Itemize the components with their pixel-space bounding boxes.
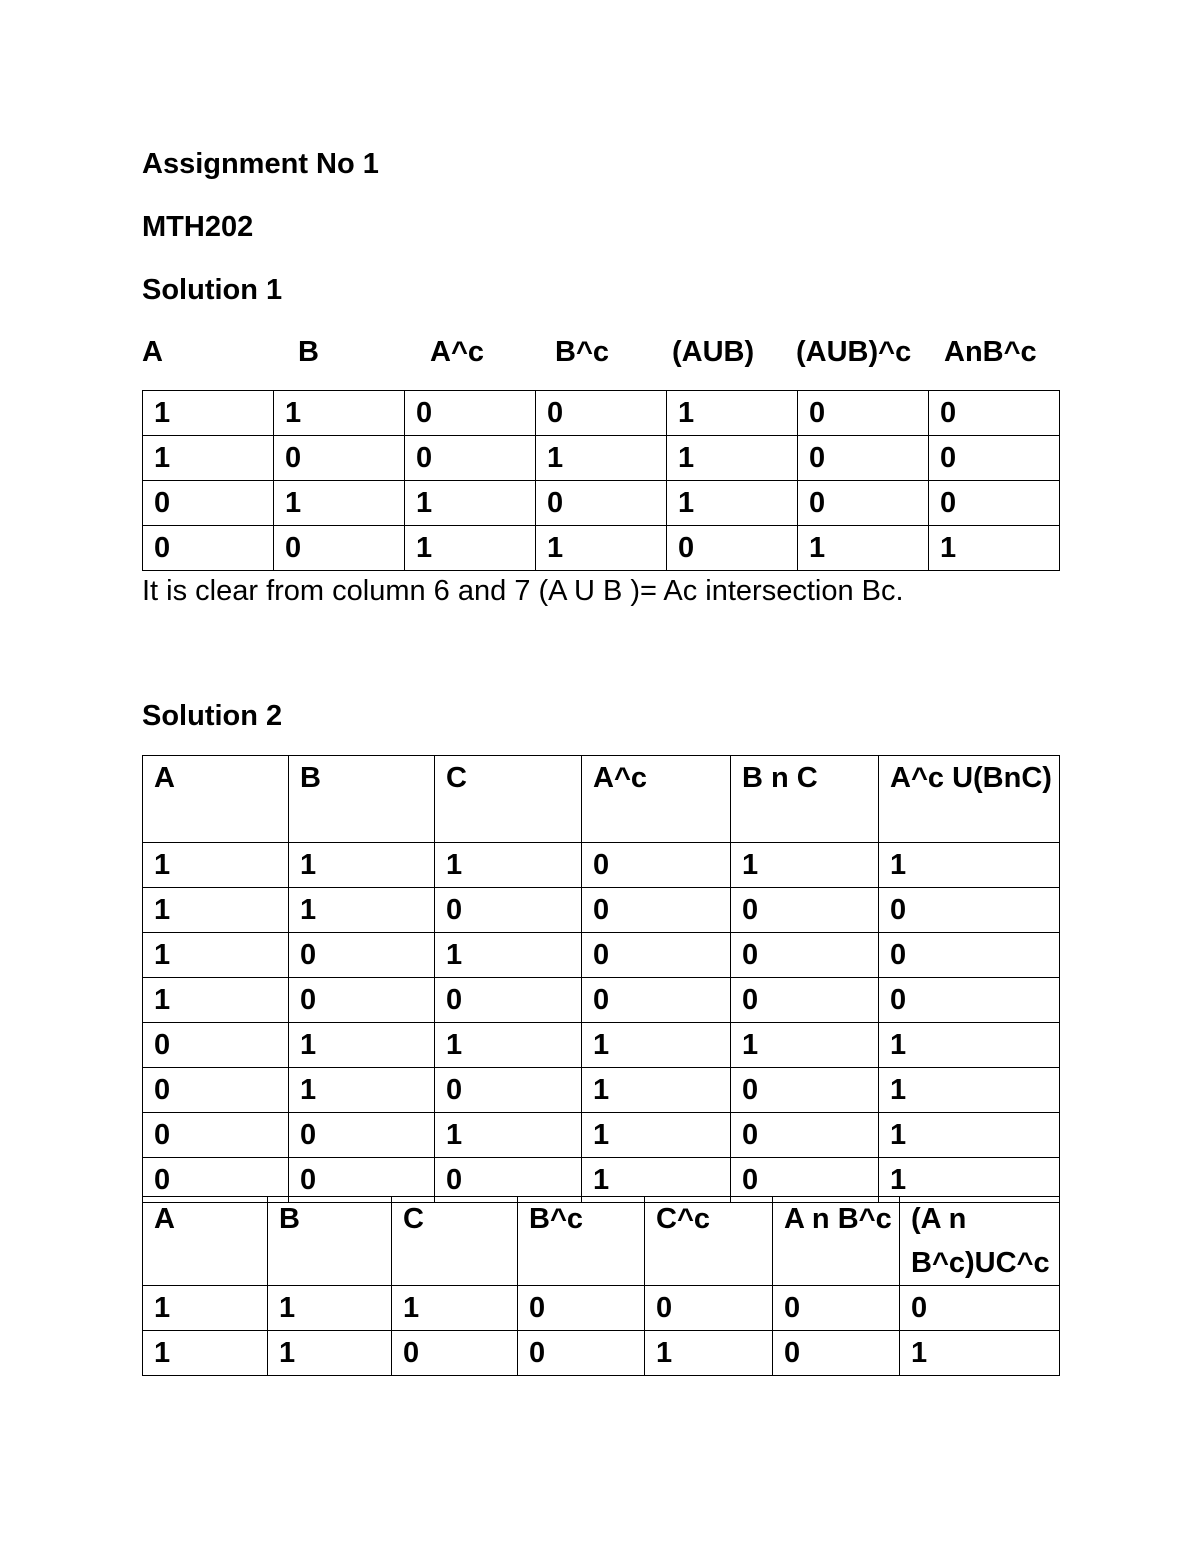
solution2-table-a [142,755,1060,1203]
solution2-heading: Solution 2 [142,700,283,732]
s2b-table-row [143,1331,1060,1376]
s1-table-cell: 1 [274,391,405,436]
s1-table-row [143,481,1060,526]
s2a-table-row [143,843,1060,888]
s1-table-cell: 0 [798,481,929,526]
s2a-table-cell: 1 [582,1023,731,1068]
s2a-table-cell: 0 [435,1068,582,1113]
s1-table-cell: 1 [667,391,798,436]
s2a-table-header-cell: A^c [582,756,731,843]
s2a-table-cell: 0 [731,978,879,1023]
s2b-table-cell: 0 [518,1331,645,1376]
s2a-table-cell: 1 [582,1113,731,1158]
s2a-table-cell: 0 [289,978,435,1023]
s2a-table-cell: 1 [289,843,435,888]
s2b-table-header-cell: B [268,1197,392,1286]
solution1-table-body [143,391,1060,571]
s1-header-ac: A^c [430,336,485,368]
s2b-table-row [143,1286,1060,1331]
s2a-table-cell: 1 [582,1158,731,1203]
s2b-table-cell: 0 [392,1331,518,1376]
s2a-table-cell: 1 [435,933,582,978]
s2a-table-row [143,1068,1060,1113]
s2b-table-cell: 1 [268,1286,392,1331]
s2b-table-header-cell: A n B^c [773,1197,900,1286]
s2a-table-row [143,978,1060,1023]
s2a-table-cell: 1 [143,843,289,888]
solution1-table [142,390,1060,571]
s2a-table-cell: 1 [879,1068,1060,1113]
s2a-table-cell: 0 [582,933,731,978]
s2a-table-header-cell: A [143,756,289,843]
s2a-table-row [143,888,1060,933]
s1-table-cell: 0 [798,391,929,436]
s1-table-cell: 1 [667,481,798,526]
s2a-table-cell: 0 [289,1113,435,1158]
s2a-table-cell: 0 [435,888,582,933]
s2b-table-cell: 0 [518,1286,645,1331]
s2a-table-cell: 0 [289,933,435,978]
s2a-table-cell: 0 [731,1158,879,1203]
s2a-table-header-cell: C [435,756,582,843]
s2b-table-cell: 0 [645,1286,773,1331]
s1-table-row [143,436,1060,481]
solution1-conclusion: It is clear from column 6 and 7 (A U B )= Ac intersection Bc. [142,575,904,607]
s2a-table-cell: 1 [143,933,289,978]
s2a-table-cell: 1 [435,1023,582,1068]
s1-table-cell: 1 [405,481,536,526]
s2a-table-cell: 1 [731,1023,879,1068]
s1-table-row [143,391,1060,436]
s1-header-aub-c: (AUB)^c [796,336,912,368]
s2a-table-cell: 1 [289,1023,435,1068]
s2a-table-row [143,1113,1060,1158]
s2a-table-cell: 0 [143,1113,289,1158]
s2a-table-cell: 0 [143,1158,289,1203]
s1-table-cell: 1 [274,481,405,526]
s2a-table-cell: 1 [289,888,435,933]
s2a-table-cell: 0 [879,978,1060,1023]
course-code: MTH202 [142,211,254,243]
assignment-title: Assignment No 1 [142,148,379,180]
s2b-table-cell: 0 [900,1286,1060,1331]
s2b-table-cell: 1 [392,1286,518,1331]
s1-table-cell: 0 [143,481,274,526]
s2a-table-cell: 0 [879,933,1060,978]
solution1-heading: Solution 1 [142,274,283,306]
s2a-table-cell: 1 [435,843,582,888]
s2a-table-header-row [143,756,1060,843]
s2a-table-cell: 0 [879,888,1060,933]
s1-table-cell: 0 [405,436,536,481]
s2b-table-header-cell: C [392,1197,518,1286]
s2a-table-cell: 0 [143,1068,289,1113]
s2a-table-cell: 1 [143,978,289,1023]
s2b-table-cell: 1 [143,1286,268,1331]
s1-table-cell: 1 [143,436,274,481]
s2a-table-cell: 1 [879,1158,1060,1203]
s1-table-cell: 0 [929,436,1060,481]
s2a-table-cell: 1 [879,843,1060,888]
s1-table-cell: 0 [929,391,1060,436]
s1-table-cell: 0 [405,391,536,436]
s1-table-cell: 0 [274,526,405,571]
s2a-table-cell: 0 [731,933,879,978]
s2a-table-header-cell: B n C [731,756,879,843]
s1-table-cell: 0 [798,436,929,481]
s2b-table-cell: 1 [645,1331,773,1376]
s2a-table-cell: 0 [435,978,582,1023]
s2a-table-cell: 1 [582,1068,731,1113]
s2b-table-header-cell: A [143,1197,268,1286]
s2b-table-header-cell: (A n B^c)UC^c [900,1197,1060,1286]
s1-header-bc: B^c [555,336,610,368]
s2a-table-header-cell: B [289,756,435,843]
s2b-table-cell: 0 [773,1331,900,1376]
s1-header-aub: (AUB) [672,336,755,368]
s1-table-row [143,526,1060,571]
s2a-table-cell: 0 [731,888,879,933]
s1-table-cell: 0 [667,526,798,571]
solution2-table-b [142,1196,1060,1376]
s2a-table-cell: 1 [731,843,879,888]
s2a-table-cell: 1 [289,1068,435,1113]
s2a-table-cell: 0 [435,1158,582,1203]
s2a-table-cell: 0 [731,1068,879,1113]
s2b-table-header-row [143,1197,1060,1286]
s1-header-a: A [142,336,163,368]
s1-table-cell: 1 [405,526,536,571]
s1-table-cell: 0 [143,526,274,571]
s2b-table-cell: 0 [773,1286,900,1331]
s2a-table-row [143,1023,1060,1068]
s2a-table-cell: 1 [435,1113,582,1158]
s1-table-cell: 1 [929,526,1060,571]
s2a-table-row [143,933,1060,978]
s1-table-cell: 0 [536,481,667,526]
s1-table-cell: 0 [274,436,405,481]
s1-table-cell: 1 [536,436,667,481]
s1-table-cell: 0 [929,481,1060,526]
s1-table-cell: 1 [536,526,667,571]
s2a-table-cell: 0 [289,1158,435,1203]
s1-table-cell: 1 [667,436,798,481]
s2a-table-cell: 0 [582,888,731,933]
s2b-table-header-cell: C^c [645,1197,773,1286]
s2a-table-cell: 1 [879,1113,1060,1158]
s2a-table-cell: 0 [143,1023,289,1068]
s2a-table-cell: 1 [143,888,289,933]
s2b-table-cell: 1 [143,1331,268,1376]
s2b-table-cell: 1 [268,1331,392,1376]
solution2-table-b-body [143,1197,1060,1376]
s2b-table-header-cell: B^c [518,1197,645,1286]
s2a-table-cell: 1 [879,1023,1060,1068]
s1-table-cell: 1 [798,526,929,571]
s1-table-cell: 0 [536,391,667,436]
s1-table-cell: 1 [143,391,274,436]
solution2-table-a-body [143,756,1060,1203]
s1-header-b: B [298,336,319,368]
s2a-table-header-cell: A^c U(BnC) [879,756,1060,843]
s2a-table-cell: 0 [582,978,731,1023]
s2b-table-cell: 1 [900,1331,1060,1376]
s2a-table-cell: 0 [731,1113,879,1158]
s2a-table-cell: 0 [582,843,731,888]
s1-header-anbc: AnB^c [944,336,1037,368]
